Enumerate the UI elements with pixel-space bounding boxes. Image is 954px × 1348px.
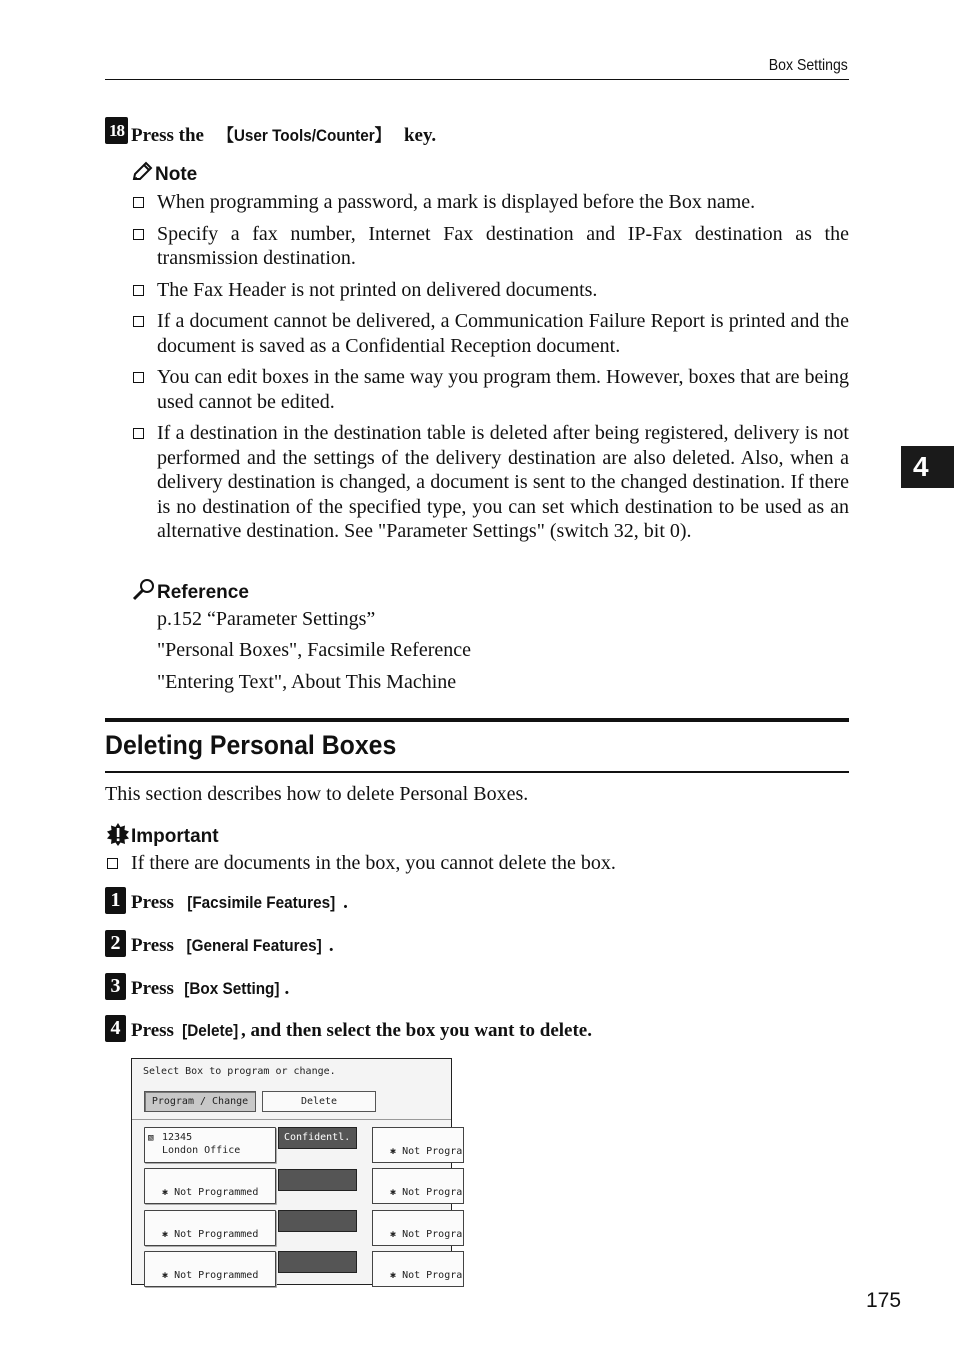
step-2-text: Press [General Features] . [131,935,334,956]
step-3-key: [Box Setting] [183,979,280,998]
control-panel-screenshot [131,1058,463,1285]
step-number-2: 2 [105,930,126,957]
confidential-label: Confidentl. [278,1127,357,1149]
note-item: If a destination in the destination table is deleted after being registered, delivery is not performed and the settings of the delivery destination are also deleted. Also, when a delivery destination is changed, a document is sent to the changed destination. If there is no destination of the specified type, you can set which destination to be used as an alternative destination. See "Parameter Settings" (switch 32, bit 0). [131,421,849,544]
step-18-text [131,121,436,147]
empty-status-bar [278,1210,357,1232]
step-1-text: Press [Facsimile Features] . [131,892,348,913]
delete-tab[interactable]: Delete [262,1091,376,1112]
step-2-key: [General Features] [186,936,322,955]
checkbox-bullet-icon [133,285,144,296]
box-button-unprogrammed[interactable]: ✱ Not Programmed [144,1210,276,1246]
checkbox-bullet-icon [133,316,144,327]
box-button-12345[interactable] [144,1127,276,1163]
pencil-icon [131,161,155,183]
section-intro: This section describes how to delete Personal Boxes. [105,783,529,805]
box-button-unprogrammed[interactable]: ✱ Not Progra [372,1127,464,1163]
reference-label: Reference [157,582,249,603]
box-button-unprogrammed[interactable]: ✱ Not Programmed [144,1251,276,1287]
note-heading [131,161,197,186]
box-button-unprogrammed[interactable]: ✱ Not Progra [372,1210,464,1246]
note-list [131,190,849,551]
note-item: If a document cannot be delivered, a Communication Failure Report is printed and the document is saved as a Confidential Reception document. [131,309,849,358]
section-title: Deleting Personal Boxes [105,730,397,760]
empty-status-bar [278,1169,357,1191]
checkbox-bullet-icon [133,197,144,208]
important-list [105,851,849,883]
section-rule-bottom [105,771,849,773]
step-3-text: Press [Box Setting] . [131,978,290,999]
reference-heading [131,577,249,604]
asterisk-icon: ✱ [162,1187,169,1198]
section-rule-top [105,718,849,722]
step-number-18: 18 [105,117,128,144]
checkbox-bullet-icon [133,372,144,383]
asterisk-icon: ✱ [390,1229,397,1240]
asterisk-icon: ✱ [162,1270,169,1281]
step-1-key: [Facsimile Features] [186,893,335,912]
checkbox-bullet-icon [133,428,144,439]
important-heading [105,822,219,848]
box-button-unprogrammed[interactable]: ✱ Not Progra [372,1168,464,1204]
asterisk-icon: ✱ [390,1187,397,1198]
panel-divider [132,1119,451,1120]
checkbox-bullet-icon [107,858,118,869]
important-item: If there are documents in the box, you cannot delete the box. [105,851,849,876]
asterisk-icon: ✱ [162,1229,169,1240]
step-number-3: 3 [105,973,126,1000]
step-18-suffix: key. [399,125,437,146]
header-rule [105,79,849,80]
chapter-tab: 4 [901,446,954,488]
step-number-4: 4 [105,1015,126,1042]
empty-status-bar [278,1251,357,1273]
box-button-unprogrammed[interactable]: ✱ Not Programmed [144,1168,276,1204]
box-icon: ▧ [148,1133,154,1143]
page-number: 175 [866,1289,902,1312]
step-4-text: Press [Delete] , and then select the box you want to delete. [131,1020,592,1041]
step-number-1: 1 [105,887,126,914]
important-label: Important [131,826,219,847]
magnifier-icon [131,577,157,601]
asterisk-icon: ✱ [390,1146,397,1157]
reference-link[interactable]: p.152 “Parameter Settings” [157,608,376,630]
step-18-prefix: Press the [131,125,209,146]
note-item: Specify a fax number, Internet Fax destination and IP-Fax destination as the transmission destination. [131,222,849,271]
note-item: When programming a password, a mark is displayed before the Box name. [131,190,849,215]
program-change-tab[interactable]: Program / Change [144,1091,256,1112]
reference-item: "Personal Boxes", Facsimile Reference [157,639,472,661]
step-4-key: [Delete] [181,1021,238,1040]
box-name: London Office [162,1145,241,1156]
asterisk-icon: ✱ [390,1270,397,1281]
note-label: Note [155,164,198,185]
reference-item: "Entering Text", About This Machine [157,671,457,693]
box-number: 12345 [162,1132,193,1143]
note-item: You can edit boxes in the same way you program them. However, boxes that are being used cannot be edited. [131,365,849,414]
important-icon [105,822,131,846]
panel-prompt: Select Box to program or change. [143,1066,336,1077]
box-button-unprogrammed[interactable]: ✱ Not Progra [372,1251,464,1287]
step-18-key: 【User Tools/Counter】 [218,126,390,145]
checkbox-bullet-icon [133,229,144,240]
running-header: Box Settings [768,57,848,74]
note-item: The Fax Header is not printed on delivered documents. [131,278,849,303]
